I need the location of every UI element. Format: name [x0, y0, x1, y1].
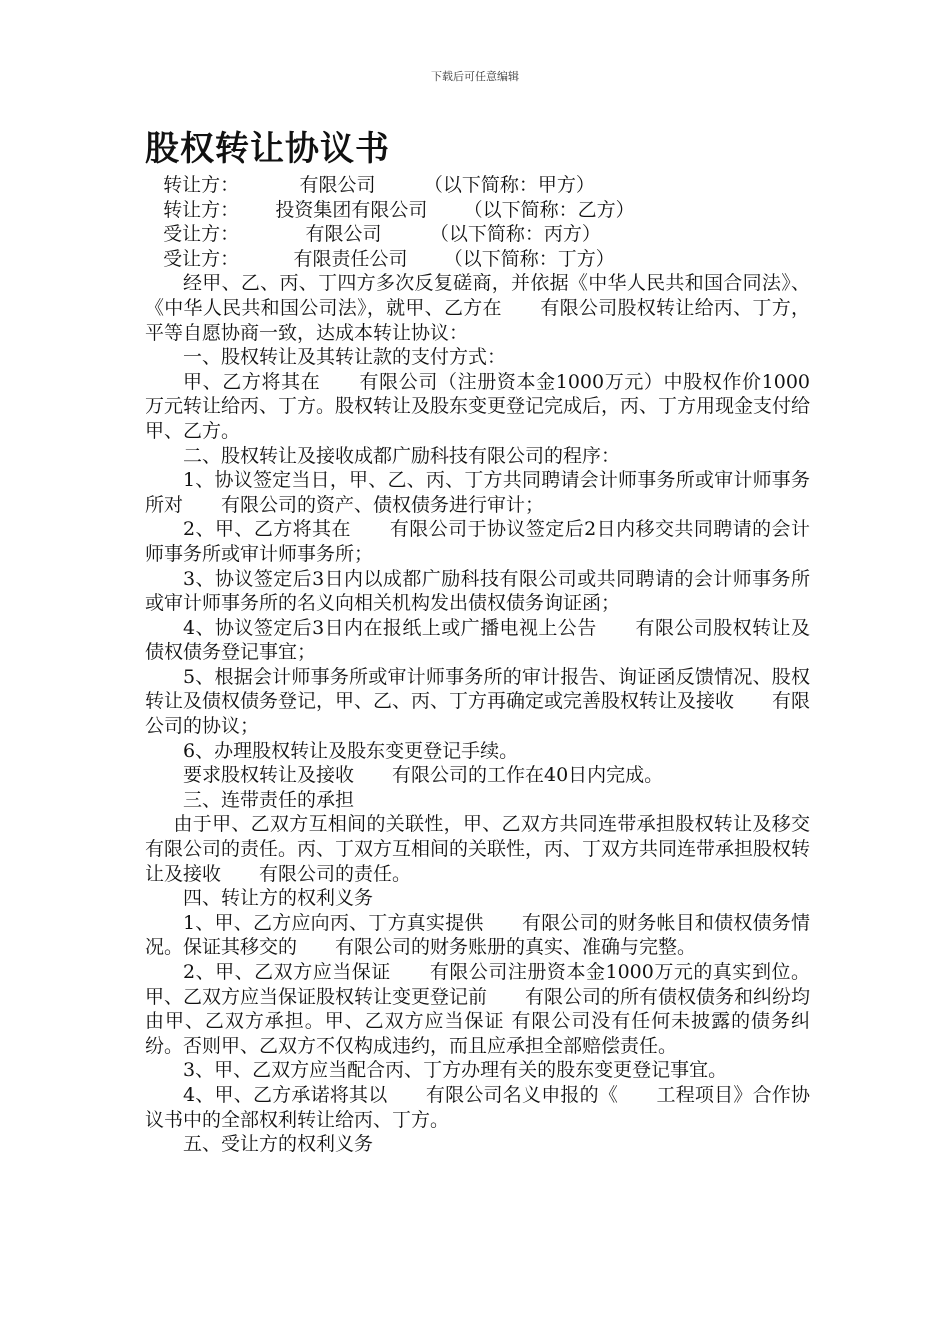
section-heading-2: 二、股权转让及接收成都广励科技有限公司的程序： [183, 444, 621, 467]
section-heading-1: 一、股权转让及其转让款的支付方式： [183, 346, 507, 369]
section-heading-5: 五、受让方的权利义务 [183, 1133, 374, 1156]
paragraph: 甲、乙方将其在 有限公司（注册资本金1000万元）中股权作价1000万元转让给丙、丁方。股权转让及股东变更登记完成后，丙、丁方用现金支付给甲、乙方。 [145, 370, 811, 442]
paragraph: 1、协议签定当日，甲、乙、丙、丁方共同聘请会计师事务所或审计师事务所对 有限公司的资产、债权债务进行审计； [145, 469, 810, 516]
paragraph: 2、甲、乙方将其在 有限公司于协议签定后2日内移交共同聘请的会计师事务所或审计师事务所； [145, 518, 810, 565]
party-line-2: 转让方： 投资集团有限公司 （以下简称：乙方） [145, 198, 635, 221]
paragraph: 5、根据会计师事务所或审计师事务所的审计报告、询证函反馈情况、股权转让及债权债务登记，甲、乙、丙、丁方再确定或完善股权转让及接收 有限公司的协议； [145, 665, 811, 738]
section-heading-4: 四、转让方的权利义务 [183, 887, 374, 910]
preamble-paragraph: 经甲、乙、丙、丁四方多次反复磋商，并依据《中华人民共和国合同法》、《中华人民共和国公司法》，就甲、乙方在 有限公司股权转让给丙、丁方，平等自愿协商一致，达成本转让协议： [145, 272, 810, 344]
party-line-3: 受让方： 有限公司 （以下简称：丙方） [145, 223, 601, 246]
paragraph: 4、协议签定后3日内在报纸上或广播电视上公告 有限公司股权转让及债权债务登记事宜； [145, 616, 810, 664]
party-line-1: 转让方： 有限公司 （以下简称：甲方） [145, 174, 595, 196]
paragraph: 由于甲、乙双方互相间的关联性，甲、乙双方共同连带承担股权转让及移交 有限公司的责任。丙、丁双方互相间的关联性，丙、丁双方共同连带承担股权转让及接收 有限公司的责任。 [145, 813, 849, 885]
paragraph: 1、甲、乙方应向丙、丁方真实提供 有限公司的财务帐目和债权债务情况。保证其移交的 有限公司的财务账册的真实、准确与完整。 [145, 911, 810, 959]
paragraph: 3、协议签定后3日内以成都广励科技有限公司或共同聘请的会计师事务所或审计师事务所的名义向相关机构发出债权债务询证函； [145, 567, 810, 615]
party-line-4: 受让方： 有限责任公司 （以下简称：丁方） [145, 247, 615, 270]
paragraph: 2、甲、乙双方应当保证 有限公司注册资本金1000万元的真实到位。甲、乙双方应当保证股权转让变更登记前 有限公司的所有债权债务和纠纷均由甲、乙双方承担。甲、乙双方应当保证 有限公司没有任何未披露的债务纠纷。否则甲、乙双方不仅构成违约，而且应承担全部赔偿责任。 [145, 961, 811, 1057]
paragraph: 4、甲、乙方承诺将其以 有限公司名义申报的《 工程项目》合作协议书中的全部权利转让给丙、丁方。 [145, 1083, 810, 1131]
paragraph: 6、办理股权转让及股东变更登记手续。 [183, 739, 519, 762]
section-heading-3: 三、连带责任的承担 [183, 788, 355, 811]
paragraph: 要求股权转让及接收 有限公司的工作在40日内完成。 [183, 764, 664, 787]
document-body [145, 173, 849, 1157]
document-title: 股权转让协议书 [145, 129, 390, 169]
paragraph: 3、甲、乙双方应当配合丙、丁方办理有关的股东变更登记事宜。 [183, 1059, 728, 1082]
page-header: 下载后可任意编辑 [431, 70, 519, 83]
